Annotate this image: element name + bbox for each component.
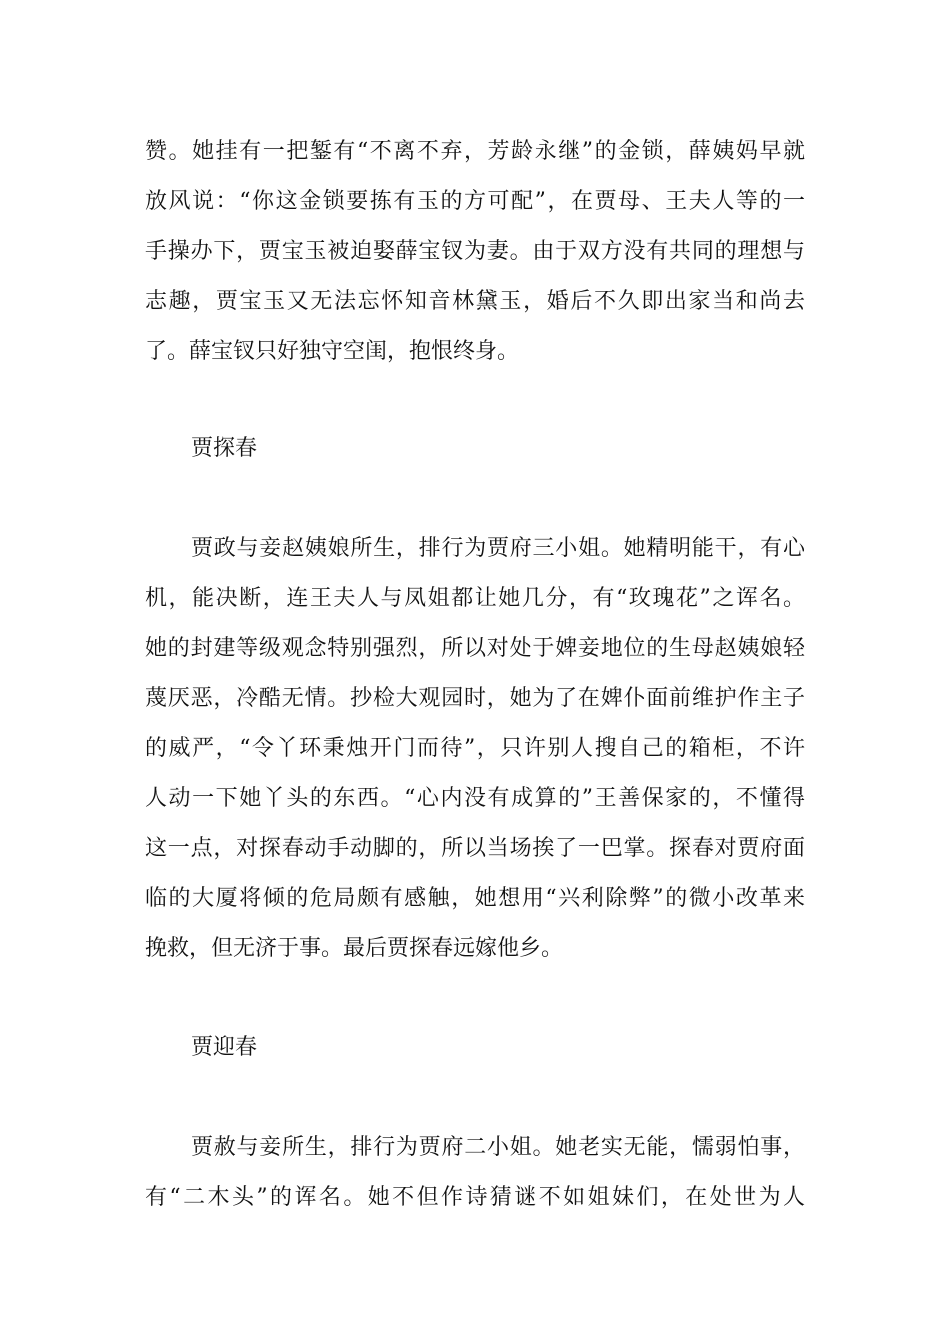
text-line: 了。薛宝钗只好独守空闺，抱恨终身。: [145, 339, 520, 364]
text-line: 贾政与妾赵姨娘所生，排行为贾府三小姐。她精明能干，有心: [191, 536, 805, 561]
text-line: 挽救，但无济于事。最后贾探春远嫁他乡。: [145, 936, 564, 961]
text-line: 这一点，对探春动手动脚的，所以当场挨了一巴掌。探春对贾府面: [145, 836, 805, 861]
section-heading-tanchun: 贾探春: [191, 436, 258, 461]
text-line: 的威严，“令丫环秉烛开门而待”，只许别人搜自己的箱柜，不许: [145, 736, 805, 761]
text-line: 机，能决断，连王夫人与凤姐都让她几分，有“玫瑰花”之诨名。: [145, 586, 805, 611]
text-line: 有“二木头”的诨名。她不但作诗猜谜不如姐妹们，在处世为人: [145, 1185, 805, 1210]
text-line: 贾赦与妾所生，排行为贾府二小姐。她老实无能，懦弱怕事，: [191, 1135, 805, 1160]
text-line: 临的大厦将倾的危局颇有感触，她想用“兴利除弊”的微小改革来: [145, 886, 805, 911]
text-line: 赞。她挂有一把錾有“不离不弃，芳龄永继”的金锁，薛姨妈早就: [145, 139, 805, 164]
section-heading-yingchun: 贾迎春: [191, 1035, 258, 1060]
text-line: 她的封建等级观念特别强烈，所以对处于婢妾地位的生母赵姨娘轻: [145, 636, 805, 661]
text-line: 蔑厌恶，冷酷无情。抄检大观园时，她为了在婢仆面前维护作主子: [145, 686, 805, 711]
text-line: 手操办下，贾宝玉被迫娶薛宝钗为妻。由于双方没有共同的理想与: [145, 239, 805, 264]
text-line: 志趣，贾宝玉又无法忘怀知音林黛玉，婚后不久即出家当和尚去: [145, 289, 805, 314]
text-line: 人动一下她丫头的东西。“心内没有成算的”王善保家的，不懂得: [145, 786, 805, 811]
text-line: 放风说：“你这金锁要拣有玉的方可配”，在贾母、王夫人等的一: [145, 189, 805, 214]
